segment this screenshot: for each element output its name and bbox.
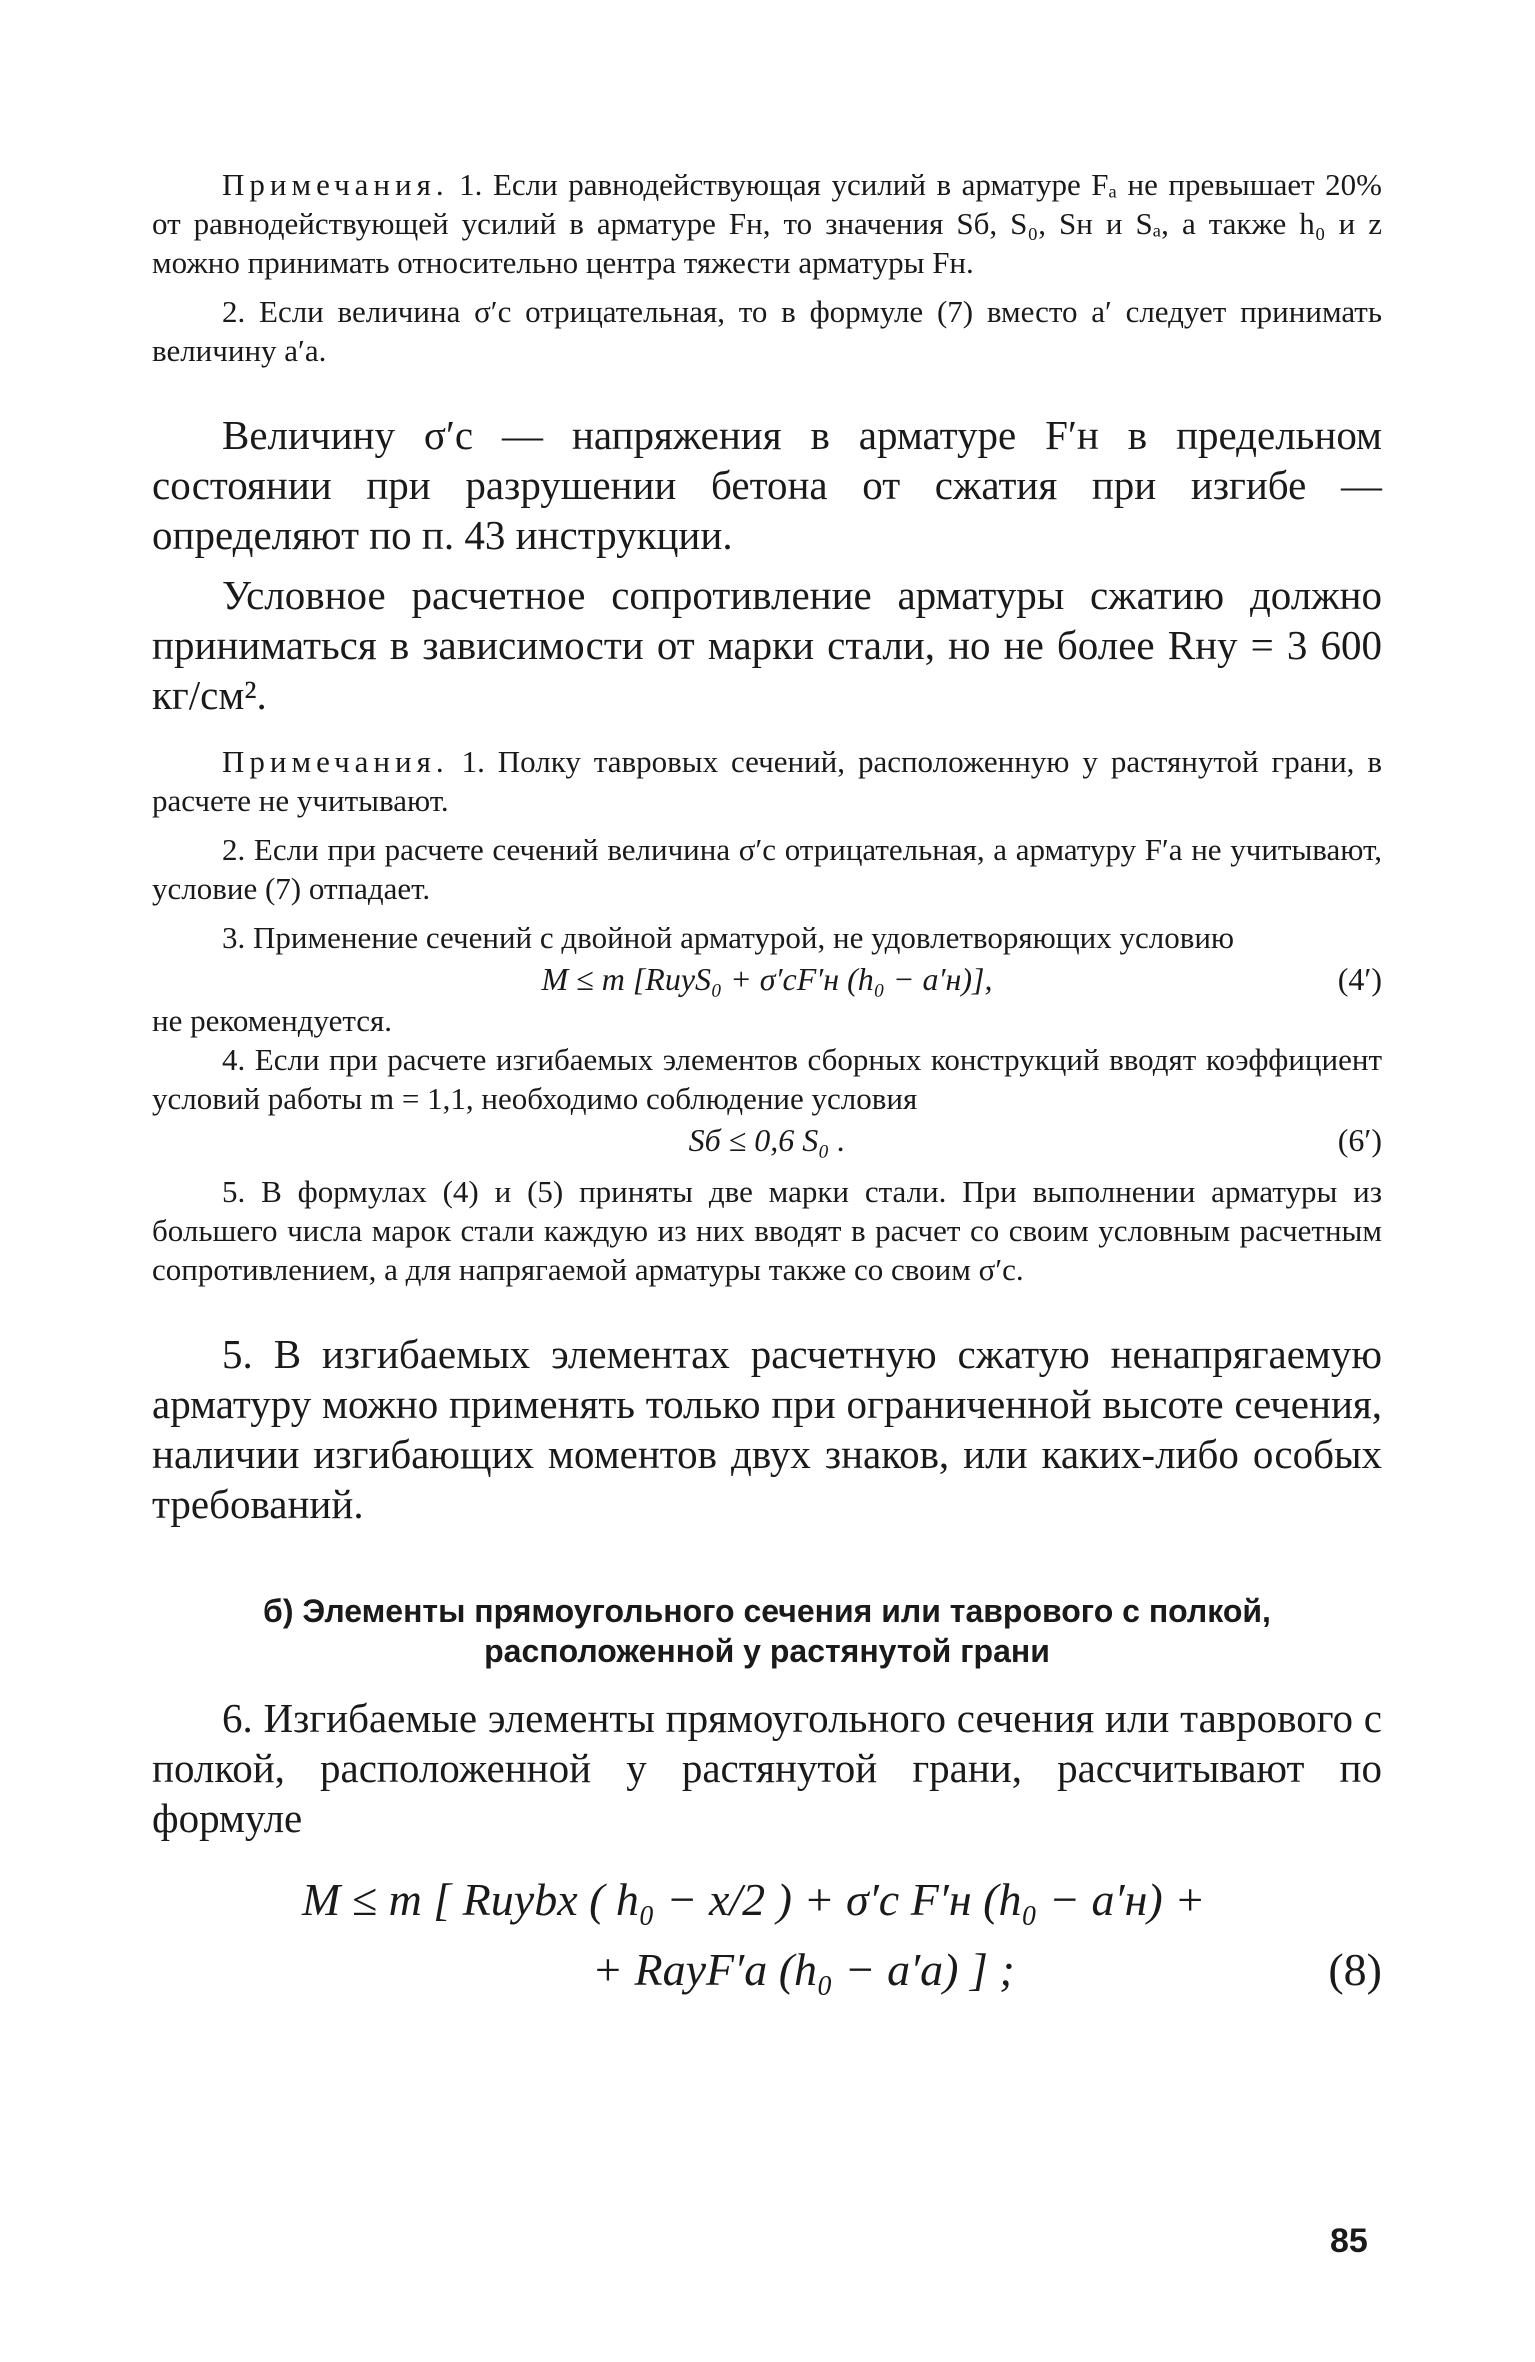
paragraph-6: 6. Изгибаемые элементы прямоугольного сечения или таврового с полкой, расположенной у растянутой грани, рассчитывают по формуле — [152, 1695, 1382, 1841]
formula-8 — [152, 1865, 1382, 2005]
notes-label: Примечания. — [222, 744, 449, 779]
formula-number: (4′) — [1337, 961, 1382, 997]
note-5-text: 5. В формулах (4) и (5) приняты две марки стали. При выполнении арматуры из большего числа марок стали каждую из них вводят в расчет со своим условным расчетным сопротивлением, а для напрягаемой арматуры также со своим σ′с. — [152, 1174, 1382, 1287]
page-content — [152, 165, 1382, 2005]
formula-number: (6′) — [1337, 1122, 1382, 1158]
formula-body: M ≤ m [RиуS₀ + σ′сF′н (h₀ − a′н)], — [541, 961, 993, 997]
formula-8-line-2: + RаyF′а (h₀ − a′а) ] ; — [592, 1944, 1015, 1995]
note-3-end: не рекомендуется. — [152, 1003, 393, 1038]
paragraph-5: 5. В изгибаемых элементах расчетную сжатую ненапрягаемую арматуру можно применять только при ограниченной высоте сечения, наличии изгибающих моментов двух знаков, или каких-либо особых требований. — [152, 1331, 1382, 1527]
notes-block-2 — [152, 742, 1382, 1289]
section-heading: б) Элементы прямоугольного сечения или таврового с полкой, расположенной у растянутой грани — [263, 1593, 1271, 1669]
page-number: 85 — [1330, 2222, 1368, 2260]
formula-body: Sб ≤ 0,6 S₀ . — [688, 1122, 846, 1158]
note-2-text: 2. Если при расчете сечений величина σ′с отрицательная, а арматуру F′а не учитывают, условие (7) отпадает. — [152, 832, 1382, 906]
note-1-text: 1. Полку тавровых сечений, расположенную у растянутой грани, в расчете не учитывают. — [152, 744, 1383, 818]
formula-6-prime — [152, 1118, 1382, 1162]
paragraph-resistance: Условное расчетное сопротивление арматуры сжатию должно приниматься в зависимости от марки стали, но не более Rну = 3 600 кг/см². — [152, 572, 1382, 718]
paragraph-sigma: Величину σ′с — напряжения в арматуре F′н в предельном состоянии при разрушении бетона от сжатия при изгибе — определяют по п. 43 инструкции. — [152, 412, 1382, 558]
formula-8-line-1: M ≤ m [ Rиуbx ( h₀ − x/2 ) + σ′с F′н (h₀ − a′н) + — [302, 1874, 1206, 1925]
note-4-text: 4. Если при расчете изгибаемых элементов сборных конструкций вводят коэффициент условий работы m = 1,1, необходимо соблюдение условия — [152, 1042, 1382, 1116]
formula-4-prime — [152, 957, 1382, 1001]
note-1-text: 1. Если равнодействующая усилий в арматуре Fₐ не превышает 20% от равнодействующей усилий в арматуре Fн, то значения Sб, S₀, Sн и Sₐ, а также h₀ и z можно принимать относительно центра тяжести арматуры Fн. — [152, 167, 1383, 280]
note-2-text: 2. Если величина σ′с отрицательная, то в формуле (7) вместо a′ следует принимать величину a′а. — [152, 294, 1382, 368]
notes-label: Примечания. — [222, 167, 449, 202]
notes-block-1 — [152, 165, 1382, 370]
formula-number: (8) — [1328, 1944, 1382, 1995]
note-3-text: 3. Применение сечений с двойной арматурой, не удовлетворяющих условию — [222, 920, 1235, 955]
